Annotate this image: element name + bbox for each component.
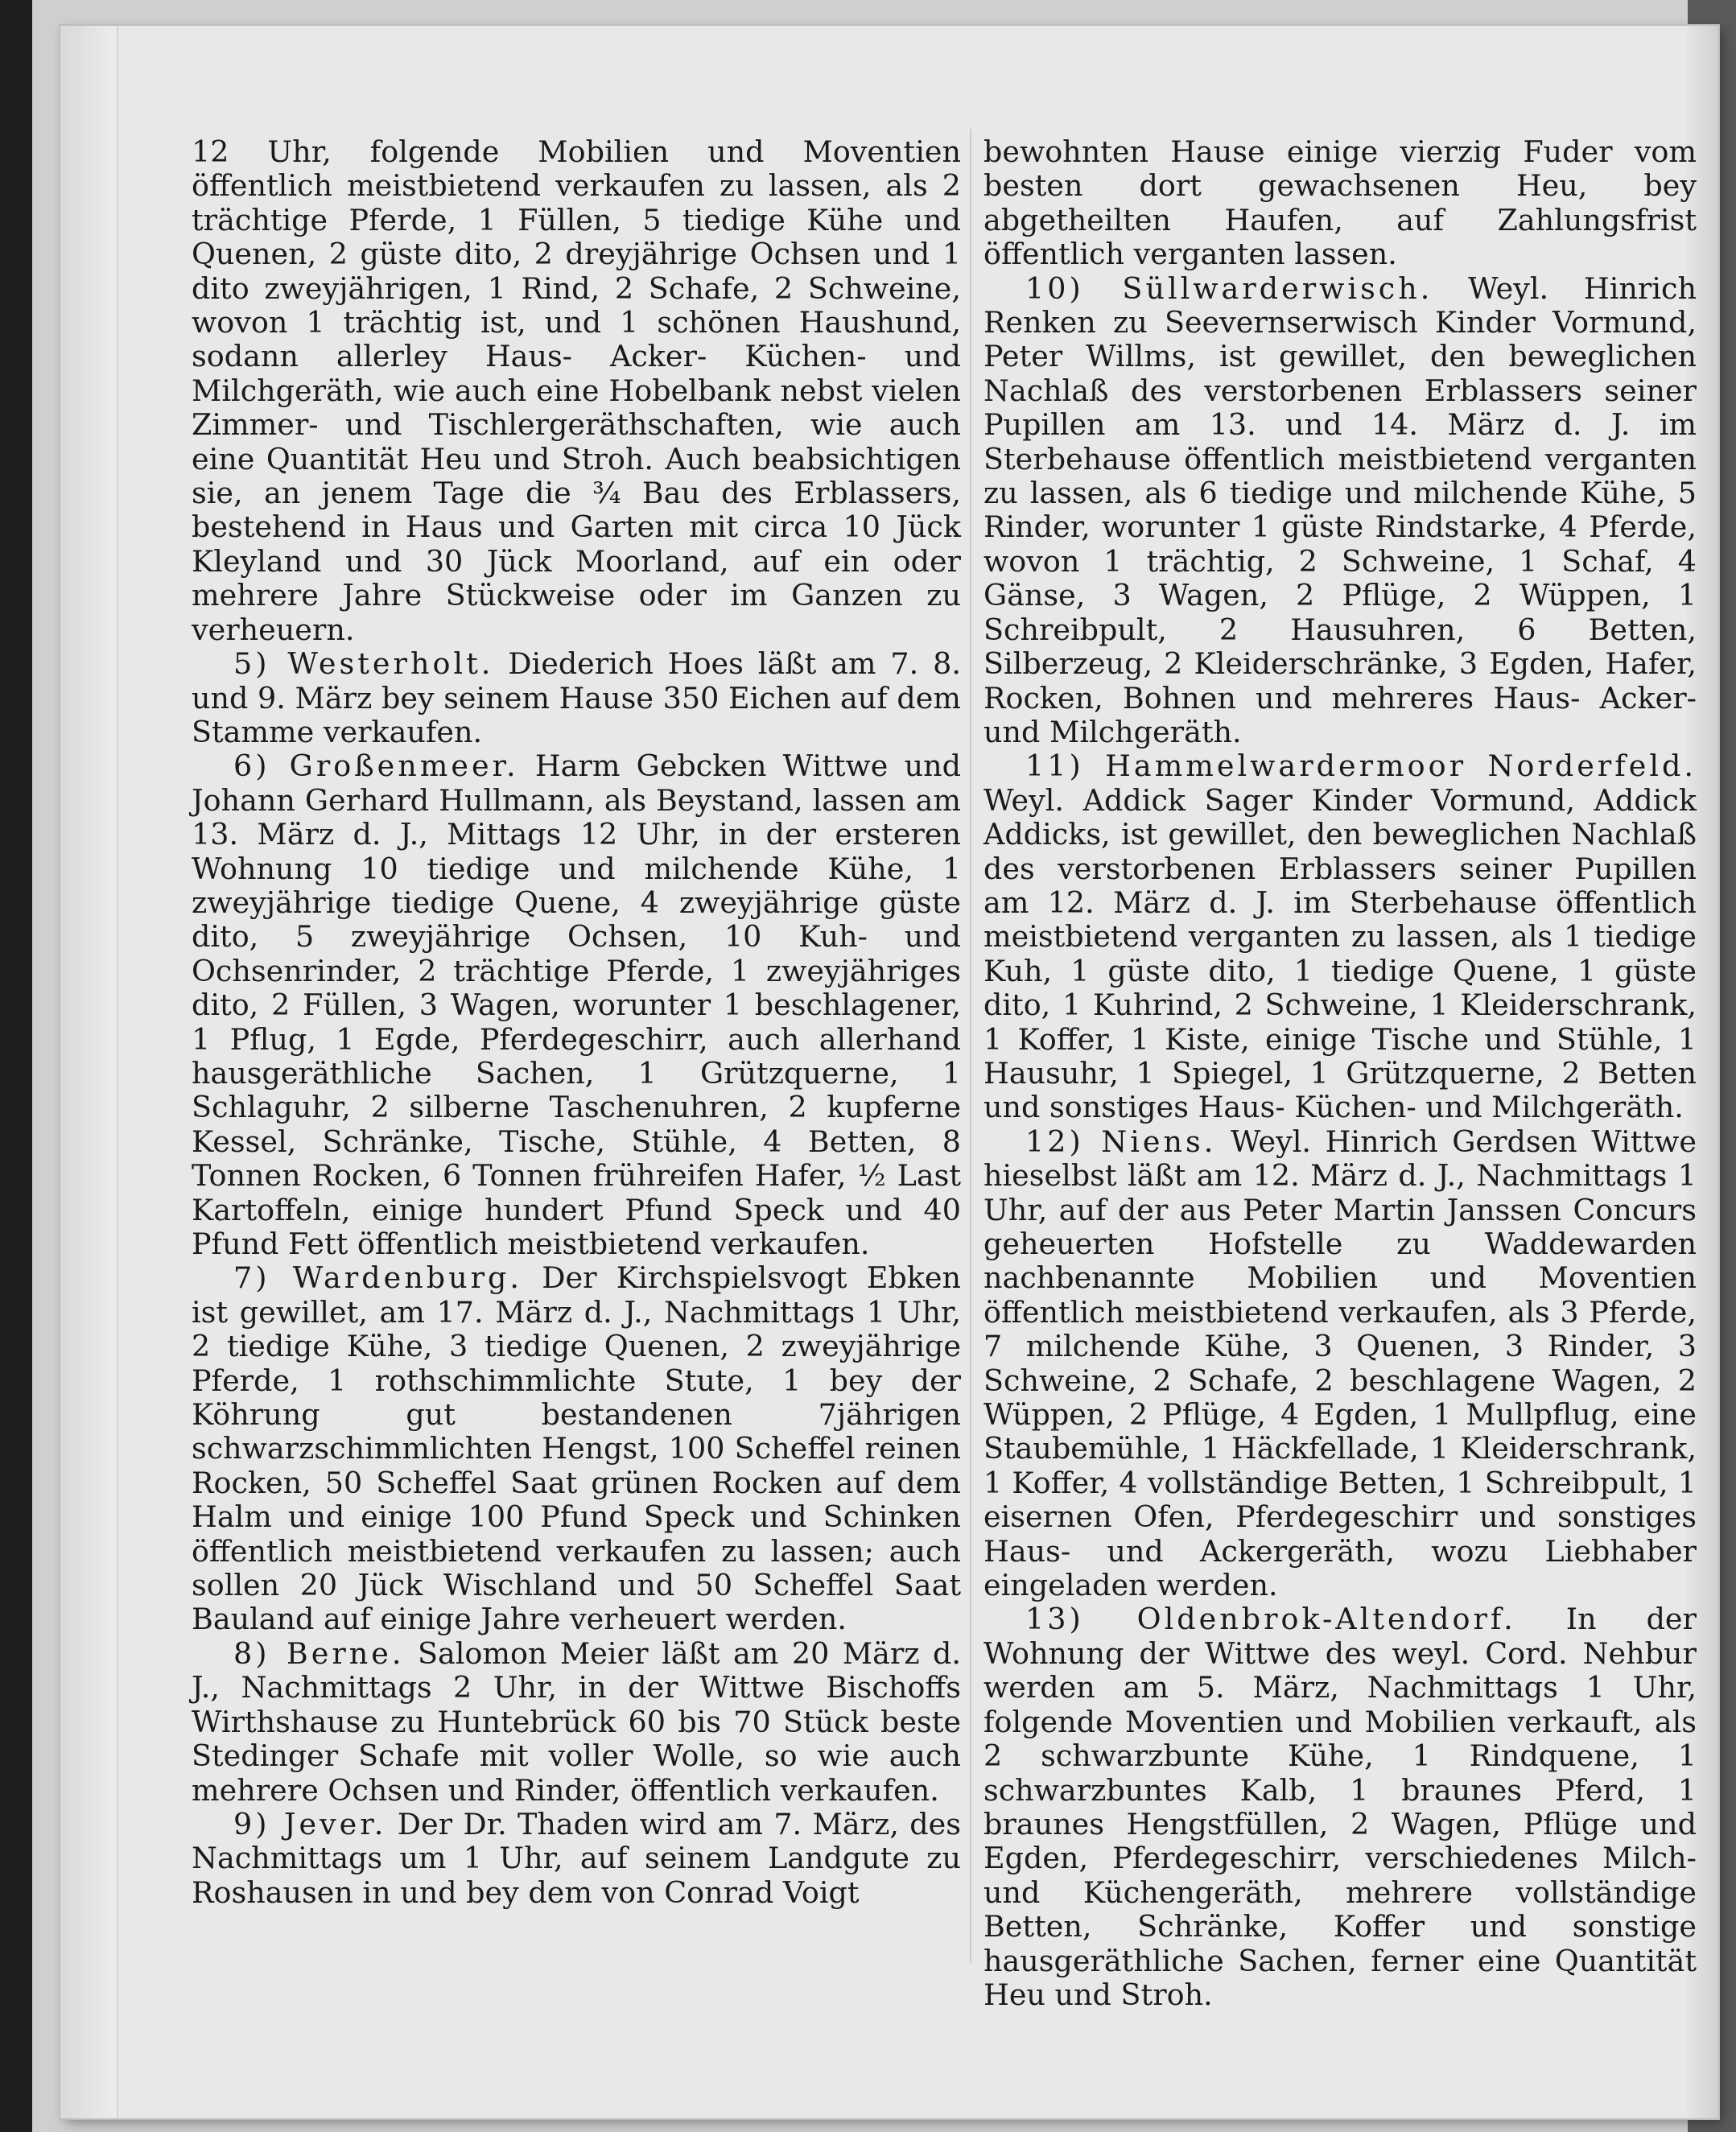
entry-10-place: 10) Süllwarderwisch. (1025, 270, 1433, 306)
entry-12-place: 12) Niens. (1025, 1124, 1217, 1159)
entry-5-text: Diederich Hoes läßt am 7. 8. und 9. März bey seinem Hause 350 Eichen auf dem Stamme verkaufen. (192, 646, 961, 749)
entry-9-text: Der Dr. Thaden wird am 7. März, des Nachmittags um 1 Uhr, auf seinem Landgute zu Roshausen in und bey dem von Conrad Voigt (192, 1806, 961, 1910)
entry-13-place: 13) Oldenbrok-Altendorf. (1025, 1602, 1516, 1637)
entry-9 (192, 1808, 961, 1910)
page-gutter (60, 26, 118, 2118)
entry-10-text: Weyl. Hinrich Renken zu Seevernserwisch Kinder Vormund, Peter Willms, ist gewillet, den beweglichen Nachlaß des verstorbenen Erblassers seiner Pupillen am 13. und 14. März d. J. im Sterbehause öffentlich meistbietend verganten zu lassen, als 6 tiedige und milchende Kühe, 5 Rinder, worunter 1 güste Rindstarke, 4 Pferde, wovon 1 trächtig, 2 Schweine, 1 Schaf, 4 Gänse, 3 Wagen, 2 Pflüge, 2 Wüppen, 1 Schreibpult, 2 Hausuhren, 6 Betten, Silberzeug, 2 Kleiderschränke, 3 Egden, Hafer, Rocken, Bohnen und mehreres Haus- Acker- und Milchgeräth. (983, 270, 1697, 749)
left-column (192, 135, 961, 1910)
entry-11 (983, 749, 1697, 1124)
entry-5 (192, 647, 961, 749)
entry-11-text: Weyl. Addick Sager Kinder Vormund, Addick Addicks, ist gewillet, den beweglichen Nachlaß des verstorbenen Erblassers seiner Pupillen am 12. März d. J. im Sterbehause öffentlich meistbietend verganten zu lassen, als 1 tiedige Kuh, 1 güste dito, 1 tiedige Quene, 1 güste dito, 1 Kuhrind, 2 Schweine, 1 Kleiderschrank, 1 Koffer, 1 Kiste, einige Tische und Stühle, 1 Hausuhr, 1 Spiegel, 1 Grützquerne, 2 Betten und sonstiges Haus- Küchen- und Milchgeräth. (983, 782, 1697, 1125)
entry-9-place: 9) Jever. (233, 1806, 387, 1841)
entry-5-place: 5) Westerholt. (233, 646, 494, 682)
column-divider (970, 129, 971, 1964)
entry-7 (192, 1261, 961, 1636)
right-column (983, 135, 1697, 2012)
paragraph-continued: 12 Uhr, folgende Mobilien und Moventien öffentlich meistbietend verkaufen zu lassen, als 2 trächtige Pferde, 1 Füllen, 5 tiedige Kühe und Quenen, 2 güste dito, 2 dreyjährige Ochsen und 1 dito zweyjährigen, 1 Rind, 2 Schafe, 2 Schweine, wovon 1 trächtig ist, und 1 schönen Haushund, sodann allerley Haus- Acker- Küchen- und Milchgeräth, wie auch eine Hobelbank nebst vielen Zimmer- und Tischlergeräthschaften, wie auch eine Quantität Heu und Stroh. Auch beabsichtigen sie, an jenem Tage die ¾ Bau des Erblassers, bestehend in Haus und Garten mit circa 10 Jück Kleyland und 30 Jück Moorland, auf ein oder mehrere Jahre Stückweise oder im Ganzen zu verheuern. (192, 134, 961, 647)
entry-13 (983, 1602, 1697, 2012)
paragraph-continued-right: bewohnten Hause einige vierzig Fuder vom besten dort gewachsenen Heu, bey abgetheilten Haufen, auf Zahlungsfrist öffentlich verganten lassen. (983, 134, 1697, 272)
entry-8-text: Salomon Meier läßt am 20 März d. J., Nachmittags 2 Uhr, in der Wittwe Bischoffs Wirthshause zu Huntebrück 60 bis 70 Stück beste Stedinger Schafe mit voller Wolle, so wie auch mehrere Ochsen und Rinder, öffentlich verkaufen. (192, 1635, 961, 1808)
entry-10 (983, 272, 1697, 750)
entry-12-text: Weyl. Hinrich Gerdsen Wittwe hieselbst läßt am 12. März d. J., Nachmittags 1 Uhr, auf der aus Peter Martin Janssen Concurs geheuerten Hofstelle zu Waddewarden nachbenannte Mobilien und Moventien öffentlich meistbietend verkaufen, als 3 Pferde, 7 milchende Kühe, 3 Quenen, 3 Rinder, 3 Schweine, 2 Schafe, 2 beschlagene Wagen, 2 Wüppen, 2 Pflüge, 4 Egden, 1 Mullpflug, eine Staubemühle, 1 Häckfellade, 1 Kleiderschrank, 1 Koffer, 4 vollständige Betten, 1 Schreibpult, 1 eisernen Ofen, Pferdegeschirr und sonstiges Haus- und Ackergeräth, wozu Liebhaber eingeladen werden. (983, 1124, 1697, 1603)
entry-12 (983, 1125, 1697, 1603)
entry-11-place: 11) Hammelwardermoor Norderfeld. (1025, 748, 1697, 784)
entry-6-place: 6) Großenmeer. (233, 748, 519, 784)
entry-8 (192, 1637, 961, 1808)
entry-6 (192, 749, 961, 1261)
entry-6-text: Harm Gebcken Wittwe und Johann Gerhard Hullmann, als Beystand, lassen am 13. März d. J., Mittags 12 Uhr, in der ersteren Wohnung 10 tiedige und milchende Kühe, 1 zweyjährige tiedige Quene, 4 zweyjährige güste dito, 5 zweyjährige Ochsen, 10 Kuh- und Ochsenrinder, 2 trächtige Pferde, 1 zweyjähriges dito, 2 Füllen, 3 Wagen, worunter 1 beschlagener, 1 Pflug, 1 Egde, Pferdegeschirr, auch allerhand hausgeräthliche Sachen, 1 Grützquerne, 1 Schlaguhr, 2 silberne Taschenuhren, 2 kupferne Kessel, Schränke, Tische, Stühle, 4 Betten, 8 Tonnen Rocken, 6 Tonnen frühreifen Hafer, ½ Last Kartoffeln, einige hundert Pfund Speck und 40 Pfund Fett öffentlich meistbietend verkaufen. (192, 748, 961, 1261)
entry-7-place: 7) Wardenburg. (233, 1260, 523, 1296)
entry-13-text: In der Wohnung der Wittwe des weyl. Cord. Nehbur werden am 5. März, Nachmittags 1 Uhr, folgende Moventien und Mobilien verkauft, als 2 schwarzbunte Kühe, 1 Rindquene, 1 schwarzbuntes Kalb, 1 braunes Pferd, 1 braunes Hengstfüllen, 2 Wagen, Pflüge und Egden, Pferdegeschirr, verschiedenes Milch- und Küchengeräth, mehrere vollständige Betten, Schränke, Koffer und sonstige hausgeräthliche Sachen, ferner eine Quantität Heu und Stroh. (983, 1602, 1697, 2012)
entry-8-place: 8) Berne. (233, 1635, 405, 1671)
entry-7-text: Der Kirchspielsvogt Ebken ist gewillet, am 17. März d. J., Nachmittags 1 Uhr, 2 tiedige Kühe, 3 tiedige Quenen, 2 zweyjährige Pferde, 1 rothschimmlichte Stute, 1 bey der Köhrung gut bestandenen 7jährigen schwarzschimmlichten Hengst, 100 Scheffel reinen Rocken, 50 Scheffel Saat grünen Rocken auf dem Halm und einige 100 Pfund Speck und Schinken öffentlich meistbietend verkaufen zu lassen; auch sollen 20 Jück Wischland und 50 Scheffel Saat Bauland auf einige Jahre verheuert werden. (192, 1260, 961, 1637)
